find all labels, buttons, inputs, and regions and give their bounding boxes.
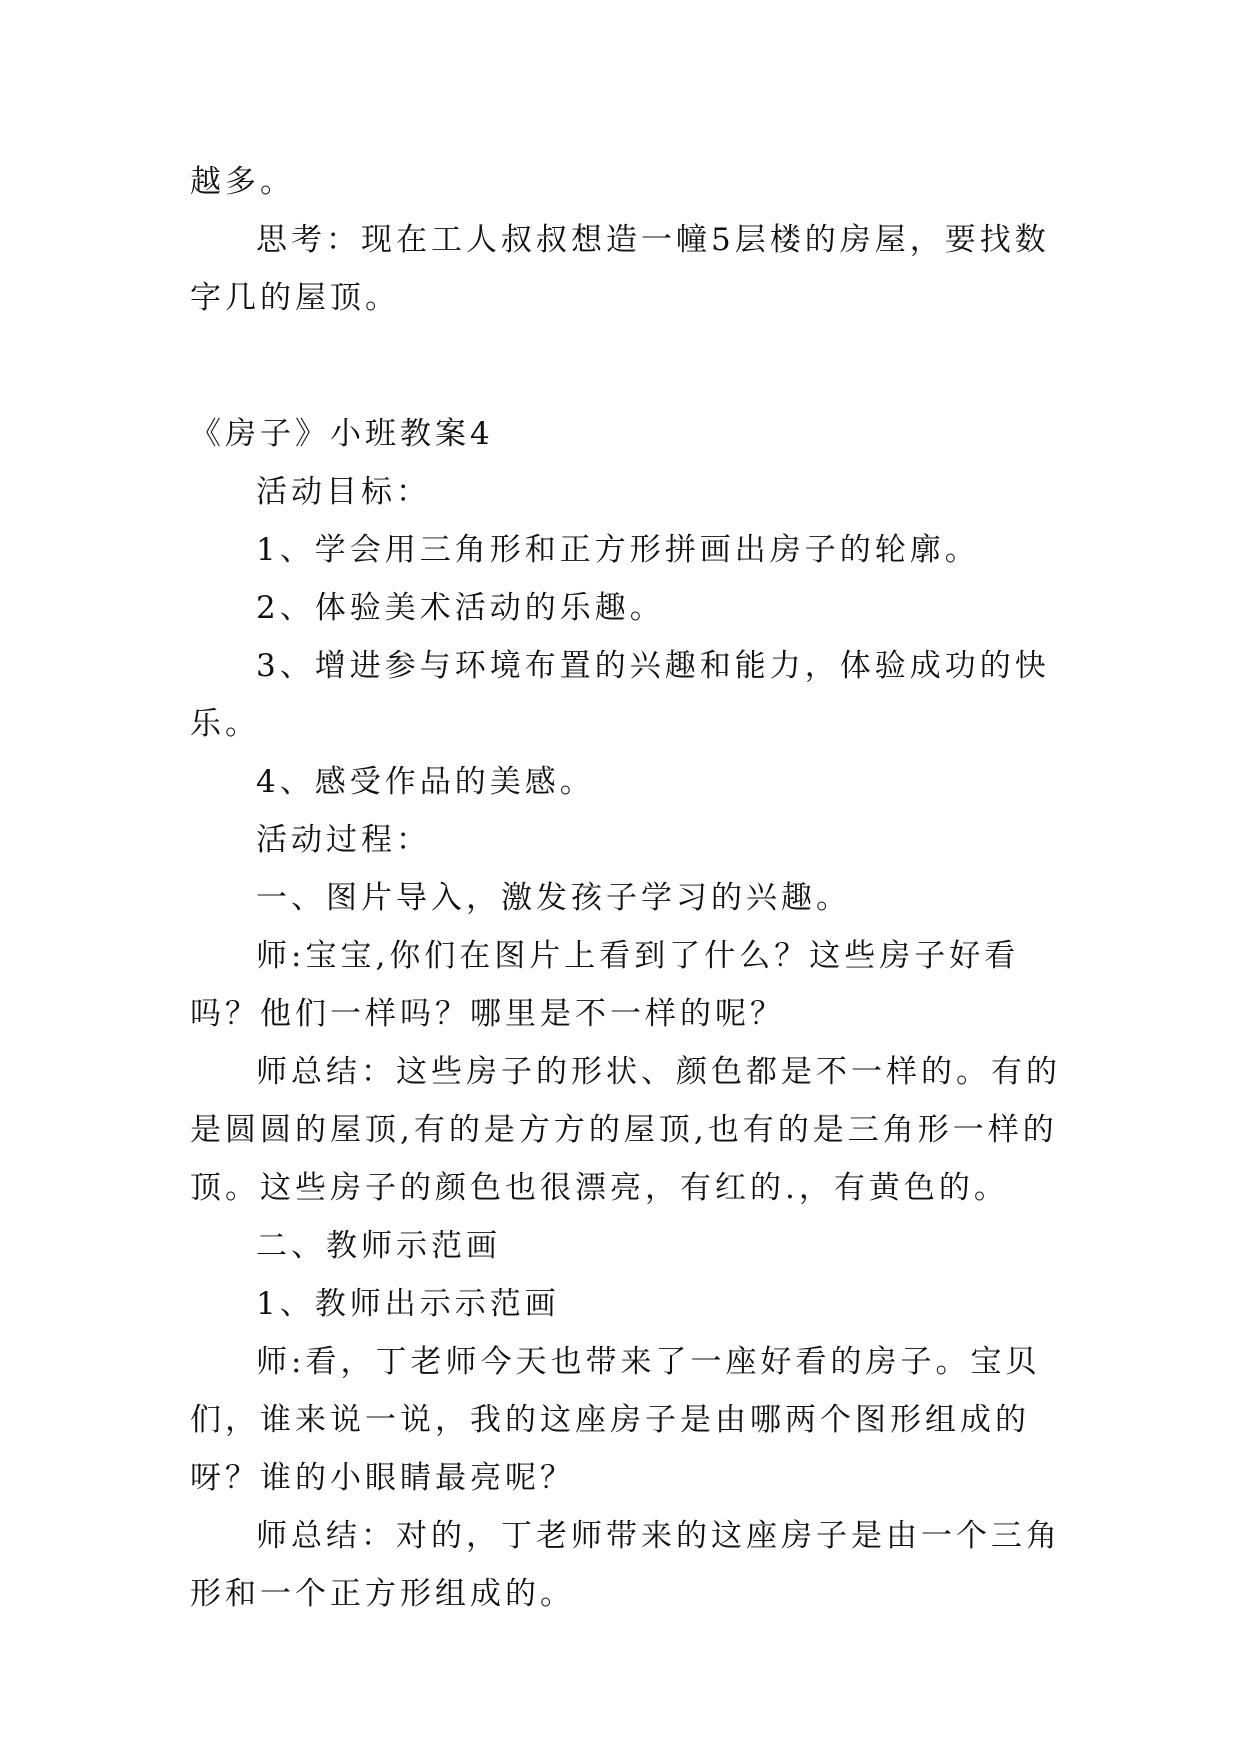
paragraph: 二、教师示范画 [256,1228,501,1264]
paragraph: 4、感受作品的美感。 [256,764,595,800]
paragraph: 1、教师出示示范画 [256,1286,560,1322]
paragraph-thinking: 思考：现在工人叔叔想造一幢5层楼的房屋，要找数字几的屋顶。 [190,222,1050,316]
paragraph: 活动目标： [256,474,431,510]
paragraph: 师:宝宝,你们在图片上看到了什么？这些房子好看吗？他们一样吗？哪里是不一样的呢？ [190,938,1020,1032]
paragraph: 师总结：对的，丁老师带来的这座房子是由一个三角形和一个正方形组成的。 [190,1518,1061,1612]
paragraph: 3、增进参与环境布置的兴趣和能力，体验成功的快乐。 [190,648,1050,742]
paragraph: 1、学会用三角形和正方形拼画出房子的轮廓。 [256,532,980,568]
paragraph: 活动过程： [256,822,431,858]
section-heading: 《房子》小班教案4 [190,416,494,452]
paragraph-continued: 越多。 [190,164,295,200]
paragraph: 师总结：这些房子的形状、颜色都是不一样的。有的是圆圆的屋顶,有的是方方的屋顶,也有的是三角形一样的顶。这些房子的颜色也很漂亮，有红的.，有黄色的。 [190,1054,1061,1206]
document-page [190,153,1070,1623]
section-gap [190,327,1070,405]
paragraph: 一、图片导入，激发孩子学习的兴趣。 [256,880,851,916]
paragraph: 2、体验美术活动的乐趣。 [256,590,665,626]
paragraph: 师:看，丁老师今天也带来了一座好看的房子。宝贝们，谁来说一说，我的这座房子是由哪两个图形组成的呀？谁的小眼睛最亮呢？ [190,1344,1041,1496]
